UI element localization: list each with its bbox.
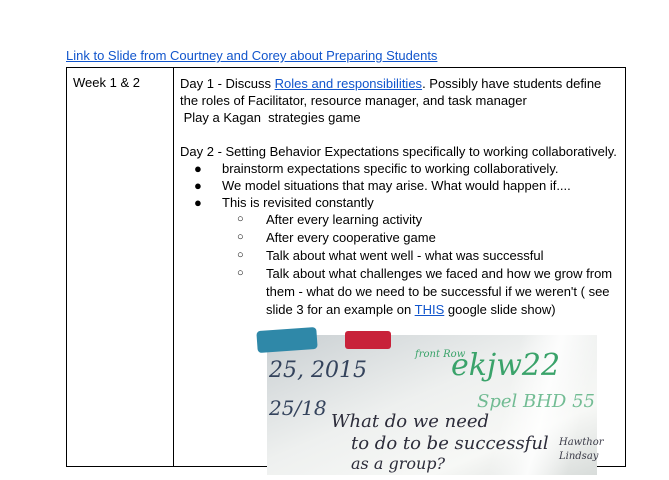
day2-heading: Day 2 - Setting Behavior Expectations specifically to working collaboratively. bbox=[180, 144, 617, 159]
board-date-2: 25/18 bbox=[269, 396, 327, 420]
sub-suffix: google slide show) bbox=[444, 302, 556, 317]
bullet-text: brainstorm expectations specific to working collaboratively. bbox=[222, 161, 559, 176]
sub-bullet-text: After every learning activity bbox=[266, 212, 423, 227]
plan-table bbox=[66, 67, 626, 473]
list-item bbox=[180, 194, 620, 211]
sub-list-item bbox=[180, 265, 620, 319]
day1-prefix: Day 1 - Discuss bbox=[180, 76, 275, 91]
slide-link[interactable]: Link to Slide from Courtney and Corey about Preparing Students bbox=[66, 48, 438, 63]
roles-link[interactable]: Roles and responsibilities bbox=[274, 76, 423, 91]
list-item bbox=[180, 160, 620, 177]
board-code-2: Spel BHD 55 bbox=[477, 391, 595, 412]
board-question: What do we need to do to be successful bbox=[331, 411, 549, 454]
sub-bullet-text: After every cooperative game bbox=[266, 230, 436, 245]
hollow-bullet-icon: ○ bbox=[237, 231, 244, 243]
hollow-bullet-icon: ○ bbox=[237, 267, 244, 279]
plan-content bbox=[180, 75, 620, 319]
board-name-2: Lindsay bbox=[559, 451, 599, 462]
sub-bullet-text bbox=[266, 265, 620, 319]
board-question-end: as a group? bbox=[351, 454, 446, 473]
board-date-1: 25, 2015 bbox=[269, 358, 367, 383]
sub-bullet-text: Talk about what went well - what was successful bbox=[266, 248, 544, 263]
hollow-bullet-icon: ○ bbox=[237, 249, 244, 261]
board-code-1: ekjw22 bbox=[451, 348, 561, 383]
column-divider bbox=[173, 68, 174, 466]
sub-list-item bbox=[180, 247, 620, 265]
sub-prefix: Talk about what challenges we faced and how we grow from them - what do we need to be successful if we weren't ( see slide 3 for an example on bbox=[266, 266, 613, 317]
bullet-text: This is revisited constantly bbox=[222, 195, 374, 210]
whiteboard-photo bbox=[267, 335, 604, 475]
day1-paragraph bbox=[180, 75, 620, 109]
sub-list-item bbox=[180, 211, 620, 229]
day1-line2: Play a Kagan strategies game bbox=[180, 110, 361, 125]
hollow-bullet-icon: ○ bbox=[237, 213, 244, 225]
sub-list-item bbox=[180, 229, 620, 247]
this-link[interactable]: THIS bbox=[414, 302, 445, 317]
board-name-1: Hawthor bbox=[559, 437, 604, 448]
board-row-note: front Row bbox=[415, 349, 466, 360]
bullet-text: We model situations that may arise. What would happen if.... bbox=[222, 178, 571, 193]
bullet-icon: ● bbox=[194, 195, 202, 210]
bullet-icon: ● bbox=[194, 178, 202, 193]
week-label: Week 1 & 2 bbox=[73, 75, 140, 90]
day1-suffix: . Possibly have students define the roles of Facilitator, resource manager, and task manager bbox=[180, 76, 602, 108]
blue-eraser bbox=[256, 327, 317, 353]
bullet-icon: ● bbox=[194, 161, 202, 176]
list-item bbox=[180, 177, 620, 194]
red-magnet bbox=[345, 331, 391, 349]
